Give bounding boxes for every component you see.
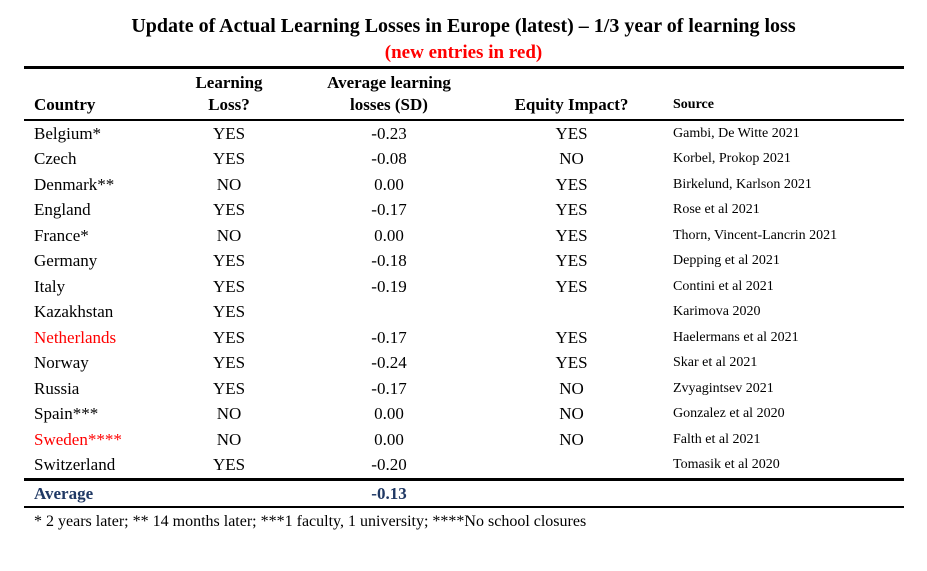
cell-learning-loss: YES <box>212 353 246 373</box>
cell-avg-loss: -0.17 <box>371 378 407 398</box>
average-equity-cell <box>474 480 669 508</box>
table-row <box>24 402 904 428</box>
learning-losses-table <box>24 66 904 508</box>
table-row <box>24 351 904 377</box>
cell-equity: YES <box>555 353 588 373</box>
cell-source: Falth et al 2021 <box>673 431 761 447</box>
cell-avg-loss: -0.23 <box>371 123 407 143</box>
table-row <box>24 274 904 300</box>
cell-country: Russia <box>34 378 80 398</box>
table-row <box>24 376 904 402</box>
table-row <box>24 427 904 453</box>
cell-country: Switzerland <box>34 455 116 475</box>
cell-source: Birkelund, Karlson 2021 <box>673 176 812 192</box>
cell-equity: YES <box>555 276 588 296</box>
cell-learning-loss: NO <box>216 225 242 245</box>
cell-learning-loss: YES <box>212 302 246 322</box>
cell-source: Skar et al 2021 <box>673 355 758 371</box>
cell-equity: YES <box>555 251 588 271</box>
table-body <box>24 120 904 480</box>
cell-learning-loss: YES <box>212 455 246 475</box>
cell-country: Italy <box>34 276 66 296</box>
table-row <box>24 147 904 173</box>
cell-equity: YES <box>555 200 588 220</box>
cell-avg-loss: 0.00 <box>374 225 404 245</box>
cell-country: France* <box>34 225 89 245</box>
cell-source: Depping et al 2021 <box>673 253 780 269</box>
cell-source: Tomasik et al 2020 <box>673 457 780 473</box>
cell-learning-loss: YES <box>212 251 246 271</box>
average-source-cell <box>669 480 904 508</box>
cell-source: Contini et al 2021 <box>673 278 774 294</box>
cell-avg-loss: -0.08 <box>371 149 407 169</box>
cell-avg-loss: -0.17 <box>371 327 407 347</box>
column-header-equity-impact: Equity Impact? <box>514 95 629 114</box>
cell-learning-loss: NO <box>216 404 242 424</box>
cell-learning-loss: YES <box>212 200 246 220</box>
table-row <box>24 223 904 249</box>
table-row <box>24 300 904 326</box>
cell-learning-loss: NO <box>216 429 242 449</box>
cell-source: Haelermans et al 2021 <box>673 329 799 345</box>
cell-country: Germany <box>34 251 98 271</box>
cell-equity: NO <box>559 429 584 449</box>
cell-country: England <box>34 200 91 220</box>
cell-learning-loss: YES <box>212 276 246 296</box>
cell-avg-loss <box>304 300 474 326</box>
cell-country: Norway <box>34 353 89 373</box>
table-row <box>24 172 904 198</box>
table-row <box>24 120 904 147</box>
cell-avg-loss: 0.00 <box>374 404 404 424</box>
cell-country: Kazakhstan <box>34 302 114 322</box>
cell-equity <box>474 453 669 480</box>
cell-avg-loss: -0.18 <box>371 251 407 271</box>
cell-equity: NO <box>559 378 584 398</box>
cell-source: Korbel, Prokop 2021 <box>673 151 791 167</box>
cell-equity: NO <box>559 404 584 424</box>
average-label: Average <box>34 483 94 503</box>
cell-source: Gonzalez et al 2020 <box>673 406 785 422</box>
cell-source: Zvyagintsev 2021 <box>673 380 774 396</box>
average-learning-loss-cell <box>154 480 304 508</box>
cell-equity: YES <box>555 174 588 194</box>
cell-equity: YES <box>555 327 588 347</box>
cell-country: Netherlands <box>34 327 117 347</box>
cell-avg-loss: -0.17 <box>371 200 407 220</box>
cell-source: Rose et al 2021 <box>673 202 760 218</box>
page-subtitle: (new entries in red) <box>384 42 543 63</box>
page-title: Update of Actual Learning Losses in Europe (latest) – 1/3 year of learning loss <box>131 15 796 37</box>
cell-equity <box>474 300 669 326</box>
cell-source: Karimova 2020 <box>673 304 761 320</box>
cell-country: Belgium* <box>34 123 102 143</box>
footnote: * 2 years later; ** 14 months later; ***1 faculty, 1 university; ****No school closures <box>34 513 587 530</box>
average-value: -0.13 <box>371 483 407 503</box>
cell-learning-loss: YES <box>212 149 246 169</box>
cell-learning-loss: NO <box>216 174 242 194</box>
column-header-avg-losses: Average learning losses (SD) <box>327 73 451 114</box>
table-row <box>24 325 904 351</box>
cell-equity: YES <box>555 225 588 245</box>
table-row <box>24 249 904 275</box>
cell-source: Gambi, De Witte 2021 <box>673 125 800 141</box>
cell-avg-loss: 0.00 <box>374 174 404 194</box>
cell-source: Thorn, Vincent-Lancrin 2021 <box>673 227 838 243</box>
cell-country: Spain*** <box>34 404 99 424</box>
cell-avg-loss: -0.19 <box>371 276 407 296</box>
cell-country: Sweden**** <box>34 429 122 449</box>
column-header-learning-loss: Learning Loss? <box>195 73 263 114</box>
cell-avg-loss: -0.20 <box>371 455 407 475</box>
cell-learning-loss: YES <box>212 123 246 143</box>
table-row <box>24 453 904 480</box>
cell-equity: YES <box>555 123 588 143</box>
cell-learning-loss: YES <box>212 378 246 398</box>
cell-country: Czech <box>34 149 77 169</box>
cell-country: Denmark** <box>34 174 115 194</box>
column-header-country: Country <box>34 95 96 114</box>
cell-equity: NO <box>559 149 584 169</box>
column-header-source: Source <box>673 97 714 112</box>
average-row <box>24 480 904 508</box>
cell-avg-loss: -0.24 <box>371 353 407 373</box>
header-row <box>24 68 904 121</box>
cell-learning-loss: YES <box>212 327 246 347</box>
cell-avg-loss: 0.00 <box>374 429 404 449</box>
table-row <box>24 198 904 224</box>
